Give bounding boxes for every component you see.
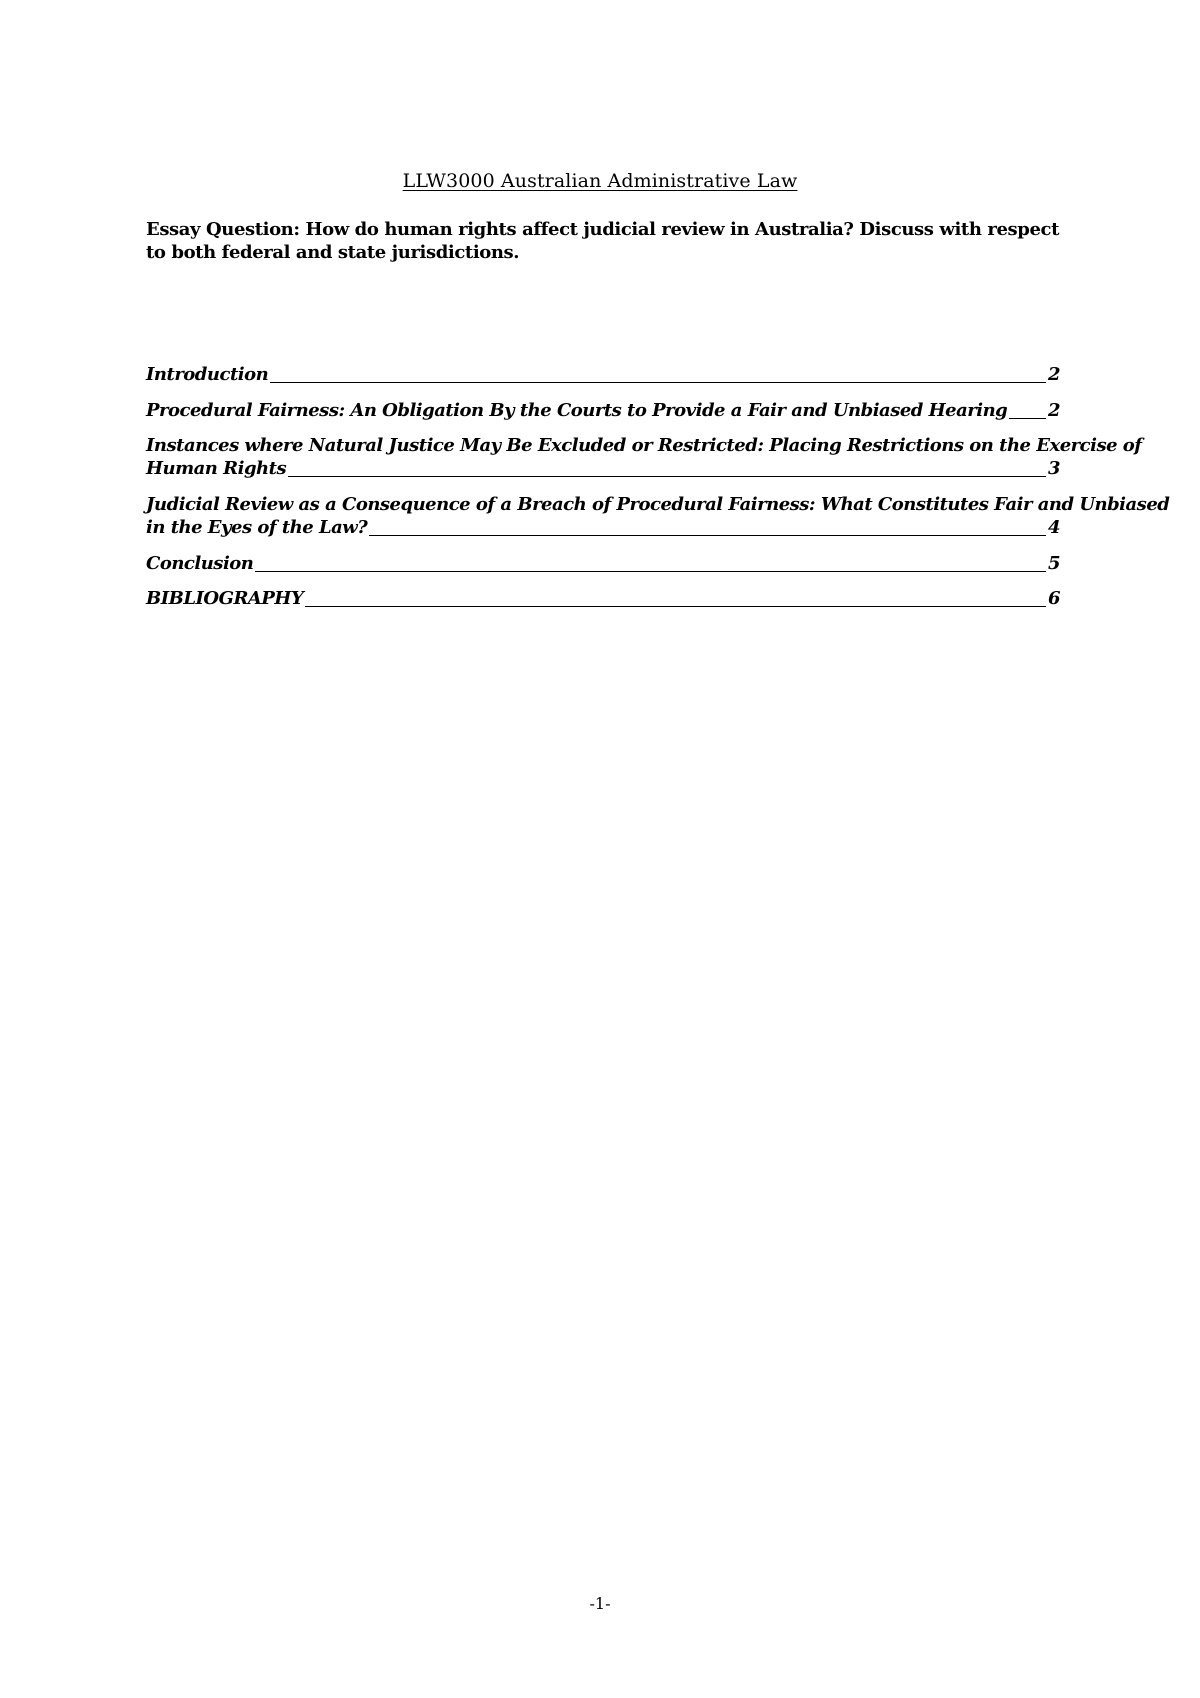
toc-leader-line	[288, 476, 1046, 477]
toc-entry-introduction[interactable]	[146, 363, 1060, 386]
toc-page-number: 6	[1048, 588, 1061, 609]
toc-entry-conclusion[interactable]	[146, 552, 1060, 575]
essay-question: Essay Question: How do human rights affect judicial review in Australia? Discuss with respect to both federal and state jurisdictions.	[146, 219, 1059, 263]
toc-leader-line	[255, 571, 1046, 572]
toc-page-number: 5	[1048, 553, 1061, 574]
toc-entry-title: Introduction	[146, 364, 269, 385]
toc-entry-procedural-fairness[interactable]	[146, 399, 1060, 422]
toc-page-number: 2	[1048, 364, 1061, 385]
toc-page-number: 2	[1048, 400, 1061, 421]
toc-page-number: 4	[1048, 517, 1061, 538]
toc-entry-title: Procedural Fairness: An Obligation By the Courts to Provide a Fair and Unbiased Hearing	[146, 400, 1008, 421]
toc-leader-line	[369, 535, 1046, 536]
page-number: -1-	[589, 1594, 611, 1613]
toc-page-number: 3	[1048, 458, 1061, 479]
toc-entry-natural-justice[interactable]	[146, 434, 1142, 480]
toc-entry-title: in the Eyes of the Law?	[146, 517, 368, 538]
toc-entry-title: BIBLIOGRAPHY	[146, 588, 304, 609]
toc-entry-bibliography[interactable]	[146, 587, 1060, 610]
toc-leader-line	[305, 606, 1046, 607]
toc-entry-title: Human Rights	[146, 458, 287, 479]
toc-entry-judicial-review[interactable]	[146, 493, 1170, 539]
toc-leader-line	[1009, 418, 1046, 419]
toc-entry-title-line1: Judicial Review as a Consequence of a Breach of Procedural Fairness: What Constitutes Fair and Unbiased	[146, 494, 1170, 515]
toc-leader-line	[270, 382, 1046, 383]
document-title: LLW3000 Australian Administrative Law	[402, 170, 798, 192]
toc-entry-title-line1: Instances where Natural Justice May Be Excluded or Restricted: Placing Restrictions on the Exercise of	[146, 435, 1142, 456]
toc-entry-title: Conclusion	[146, 553, 254, 574]
